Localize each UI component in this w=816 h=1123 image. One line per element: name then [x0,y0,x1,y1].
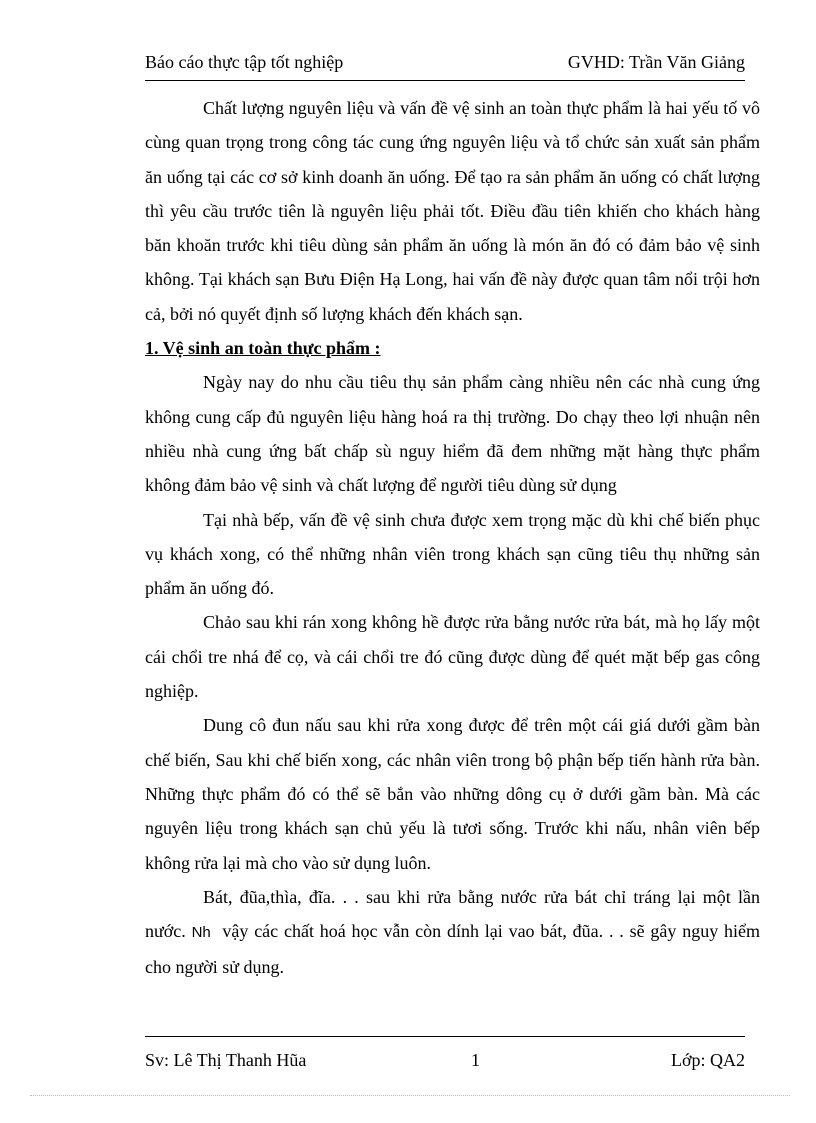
footer-divider [145,1036,745,1037]
paragraph-5-start: Bát, đũa,thìa, đĩa. . . sau khi rửa bằng nước rửa bát chỉ tráng lại một lần nước. [145,886,760,942]
paragraph-5 [145,880,760,985]
supervisor-name: GVHD: Trần Văn Giảng [567,52,745,72]
page-number: 1 [471,1050,480,1070]
paragraph-3: Chảo sau khi rán xong không hề được rửa bằng nước rửa bát, mà họ lấy một cái chổi tre nhá để cọ, và cái chổi tre đó cũng được dùng để quét mặt bếp gas công nghiệp. [145,612,760,702]
paragraph-4: Dung cô đun nấu sau khi rửa xong được để trên một cái giá dưới gầm bàn chế biến, Sau khi chế biến xong, các nhân viên trong bộ phận bếp tiến hành rửa bàn. Những thực phẩm đó có thể sẽ bắn vào những dông cụ ở dưới gầm bàn. Mà các nguyên liệu trong khách sạn chủ yếu là tươi sống. Trước khi nấu, nhân viên bếp không rửa lại mà cho vào sử dụng luôn. [145,715,760,873]
paragraph-2: Tại nhà bếp, vấn đề vệ sinh chưa được xem trọng mặc dù khi chế biến phục vụ khách xong, có thể những nhân viên trong khách sạn cũng tiêu thụ những sản phẩm ăn uống đó. [145,509,760,599]
intro-paragraph: Chất lượng nguyên liệu và vấn đề vệ sinh an toàn thực phẩm là hai yếu tố vô cùng quan trọng trong công tác cung ứng nguyên liệu và tổ chức sản xuất sản phẩm ăn uống tại các cơ sở kinh doanh ăn uống. Để tạo ra sản phẩm ăn uống có chất lượng thì yêu cầu trước tiên là nguyên liệu phải tốt. Điều đầu tiên khiến cho khách hàng băn khoăn trước khi tiêu dùng sản phẩm ăn uống là món ăn đó có đảm bảo vệ sinh không. Tại khách sạn Bưu Điện Hạ Long, hai vấn đề này được quan tâm nổi trội hơn cả, bởi nó quyết định số lượng khách đến khách sạn. [145,98,760,324]
document-body [145,91,760,985]
page-edge-line [30,1095,790,1096]
class-code: Lớp: QA2 [670,1050,745,1070]
section-heading: 1. Vệ sinh an toàn thực phẩm : [145,338,381,359]
page-footer [145,1050,745,1076]
paragraph-5-fragment: Nh [191,924,211,942]
header-divider [145,80,745,81]
paragraph-5-end: vậy các chất hoá học vẫn còn dính lại vao bát, đũa. . . sẽ gây nguy hiểm cho người sử dụng. [145,921,760,978]
page-header [145,52,745,80]
report-title: Báo cáo thực tập tốt nghiệp [145,52,344,72]
paragraph-1: Ngày nay do nhu cầu tiêu thụ sản phẩm càng nhiều nên các nhà cung ứng không cung cấp đủ nguyên liệu hàng hoá ra thị trường. Do chạy theo lợi nhuận nên nhiều nhà cung ứng bất chấp sù nguy hiểm đã đem những mặt hàng thực phẩm không đảm bảo vệ sinh và chất lượng để người tiêu dùng sử dụng [145,372,760,496]
student-name: Sv: Lê Thị Thanh Hũa [145,1050,307,1070]
